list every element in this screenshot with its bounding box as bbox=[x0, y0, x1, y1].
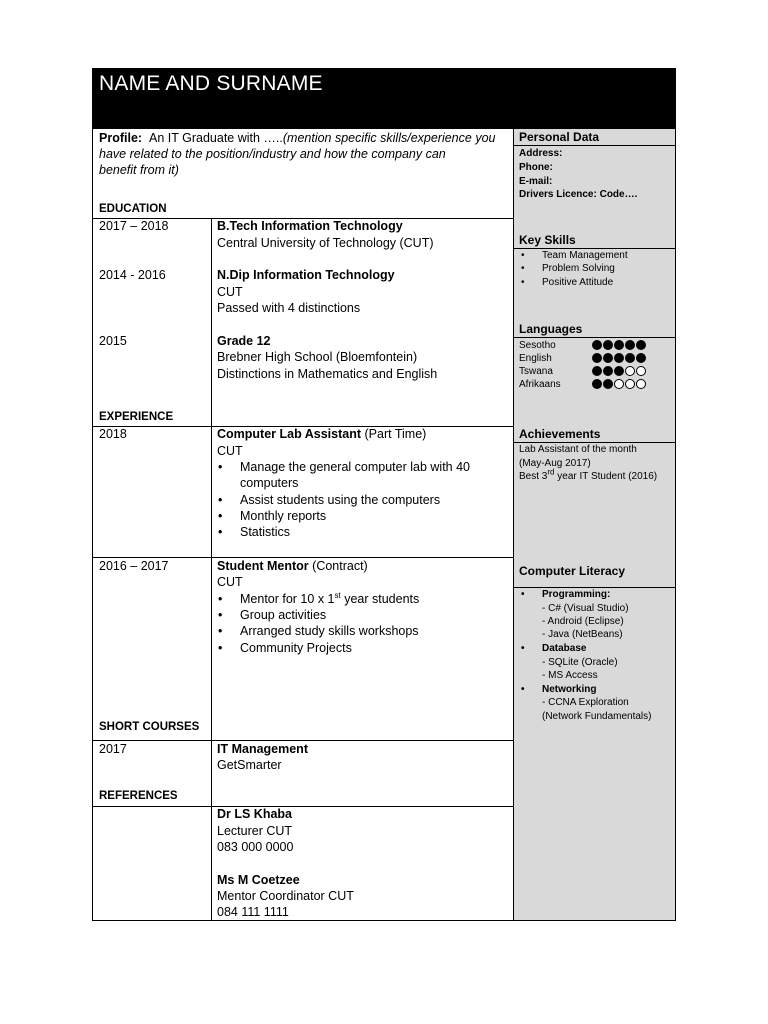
divider bbox=[513, 145, 675, 146]
literacy-item: - Java (NetBeans) bbox=[542, 629, 623, 640]
reference-role: Lecturer CUT bbox=[217, 824, 293, 838]
empty-dot-icon bbox=[636, 366, 646, 376]
experience-title: Student Mentor bbox=[217, 559, 309, 573]
licence-label: Drivers Licence: Code…. bbox=[519, 189, 638, 200]
empty-dot-icon bbox=[636, 379, 646, 389]
filled-dot-icon bbox=[614, 353, 624, 363]
experience-title-line bbox=[217, 558, 368, 575]
experience-bullet-cont: computers bbox=[240, 476, 299, 490]
language-rating bbox=[592, 366, 646, 376]
achievement-line: (May-Aug 2017) bbox=[519, 458, 591, 469]
filled-dot-icon bbox=[614, 366, 624, 376]
filled-dot-icon bbox=[625, 340, 635, 350]
education-detail: Central University of Technology (CUT) bbox=[217, 236, 434, 250]
empty-dot-icon bbox=[614, 379, 624, 389]
literacy-group-label: • Programming: bbox=[542, 588, 610, 602]
language-rating bbox=[592, 379, 646, 389]
achievement-line: Lab Assistant of the month bbox=[519, 444, 637, 455]
references-heading: REFERENCES bbox=[99, 790, 178, 802]
education-date: 2015 bbox=[99, 334, 127, 348]
reference-role: Mentor Coordinator CUT bbox=[217, 889, 354, 903]
reference-name: Dr LS Khaba bbox=[217, 807, 293, 821]
profile-line-1 bbox=[99, 130, 495, 147]
experience-date: 2018 bbox=[99, 427, 127, 441]
experience-heading: EXPERIENCE bbox=[99, 411, 174, 423]
profile-line-3: benefit from it) bbox=[99, 163, 179, 177]
experience-bullet: • Statistics bbox=[240, 524, 290, 541]
experience-bullet bbox=[240, 591, 419, 608]
literacy-item: - SQLite (Oracle) bbox=[542, 657, 618, 668]
divider bbox=[211, 740, 212, 807]
education-heading: EDUCATION bbox=[99, 203, 167, 215]
language-name: Tswana bbox=[519, 366, 553, 377]
education-detail: Passed with 4 distinctions bbox=[217, 301, 361, 315]
filled-dot-icon bbox=[592, 379, 602, 389]
empty-dot-icon bbox=[625, 366, 635, 376]
languages-heading: Languages bbox=[519, 322, 583, 336]
filled-dot-icon bbox=[614, 340, 624, 350]
education-date: 2017 – 2018 bbox=[99, 219, 169, 233]
education-title: B.Tech Information Technology bbox=[217, 219, 403, 233]
course-date: 2017 bbox=[99, 742, 127, 756]
filled-dot-icon bbox=[603, 379, 613, 389]
experience-bullet: • Assist students using the computers bbox=[240, 492, 440, 509]
divider bbox=[211, 806, 212, 920]
key-skill-item: • Problem Solving bbox=[542, 262, 615, 276]
profile-text: (mention specific skills/experience you bbox=[282, 131, 496, 145]
literacy-item: - C# (Visual Studio) bbox=[542, 603, 629, 614]
bullet-text: Mentor for 10 x 1 bbox=[240, 592, 335, 606]
filled-dot-icon bbox=[603, 353, 613, 363]
experience-title-line bbox=[217, 426, 426, 443]
literacy-item: - MS Access bbox=[542, 670, 598, 681]
literacy-item: - Android (Eclipse) bbox=[542, 616, 624, 627]
achievements-heading: Achievements bbox=[519, 427, 601, 441]
reference-name: Ms M Coetzee bbox=[217, 873, 300, 887]
experience-date: 2016 – 2017 bbox=[99, 559, 169, 573]
education-date: 2014 - 2016 bbox=[99, 268, 166, 282]
reference-phone: 083 000 0000 bbox=[217, 840, 294, 854]
personal-data-heading: Personal Data bbox=[519, 130, 600, 144]
education-detail: Distinctions in Mathematics and English bbox=[217, 367, 438, 381]
profile-lead: An IT Graduate with ….. bbox=[149, 131, 283, 145]
experience-org: CUT bbox=[217, 575, 243, 589]
key-skill-item: • Positive Attitude bbox=[542, 276, 613, 290]
experience-bullet: • Arranged study skills workshops bbox=[240, 623, 419, 640]
experience-title: Computer Lab Assistant bbox=[217, 427, 362, 441]
reference-phone: 084 111 1111 bbox=[217, 905, 289, 919]
experience-bullet: • Community Projects bbox=[240, 640, 352, 657]
literacy-item: - CCNA Exploration bbox=[542, 697, 629, 708]
divider bbox=[211, 426, 212, 558]
bullet-text: year students bbox=[340, 592, 420, 606]
achievement-text: year IT Student (2016) bbox=[554, 471, 658, 482]
ordinal-suffix: rd bbox=[547, 467, 555, 477]
literacy-group-label: • Networking bbox=[542, 683, 596, 697]
language-rating bbox=[592, 340, 646, 350]
experience-type: (Part Time) bbox=[364, 427, 427, 441]
literacy-item: (Network Fundamentals) bbox=[542, 711, 652, 722]
course-title: IT Management bbox=[217, 742, 308, 756]
filled-dot-icon bbox=[636, 353, 646, 363]
resume-page bbox=[92, 68, 676, 921]
profile-label: Profile: bbox=[99, 131, 143, 145]
key-skills-heading: Key Skills bbox=[519, 233, 576, 247]
achievement-line bbox=[519, 467, 658, 484]
divider bbox=[211, 557, 212, 741]
education-detail: Brebner High School (Bloemfontein) bbox=[217, 350, 418, 364]
filled-dot-icon bbox=[636, 340, 646, 350]
language-name: English bbox=[519, 353, 552, 364]
phone-label: Phone: bbox=[519, 162, 553, 173]
address-label: Address: bbox=[519, 148, 563, 159]
short-courses-heading: SHORT COURSES bbox=[99, 721, 200, 733]
experience-type: (Contract) bbox=[312, 559, 368, 573]
key-skill-item: • Team Management bbox=[542, 249, 628, 263]
education-title: Grade 12 bbox=[217, 334, 271, 348]
literacy-group-label: • Database bbox=[542, 642, 586, 656]
empty-dot-icon bbox=[625, 379, 635, 389]
divider bbox=[93, 806, 513, 807]
filled-dot-icon bbox=[592, 366, 602, 376]
ordinal-suffix: st bbox=[334, 590, 341, 600]
divider bbox=[513, 337, 675, 338]
filled-dot-icon bbox=[603, 366, 613, 376]
education-title: N.Dip Information Technology bbox=[217, 268, 395, 282]
education-detail: CUT bbox=[217, 285, 243, 299]
experience-bullet: • Group activities bbox=[240, 607, 326, 624]
filled-dot-icon bbox=[592, 353, 602, 363]
experience-org: CUT bbox=[217, 444, 243, 458]
experience-bullet: • Monthly reports bbox=[240, 508, 326, 525]
full-name: NAME AND SURNAME bbox=[99, 72, 323, 95]
language-name: Afrikaans bbox=[519, 379, 561, 390]
language-name: Sesotho bbox=[519, 340, 556, 351]
profile-line-2: have related to the position/industry and how the company can bbox=[99, 147, 446, 161]
filled-dot-icon bbox=[625, 353, 635, 363]
filled-dot-icon bbox=[603, 340, 613, 350]
email-label: E-mail: bbox=[519, 176, 553, 187]
computer-literacy-heading: Computer Literacy bbox=[519, 564, 626, 578]
experience-bullet: • Manage the general computer lab with 40 bbox=[240, 459, 470, 476]
name-header bbox=[93, 69, 675, 129]
language-rating bbox=[592, 353, 646, 363]
course-provider: GetSmarter bbox=[217, 758, 282, 772]
divider bbox=[211, 218, 212, 428]
filled-dot-icon bbox=[592, 340, 602, 350]
achievement-text: Best 3 bbox=[519, 471, 548, 482]
